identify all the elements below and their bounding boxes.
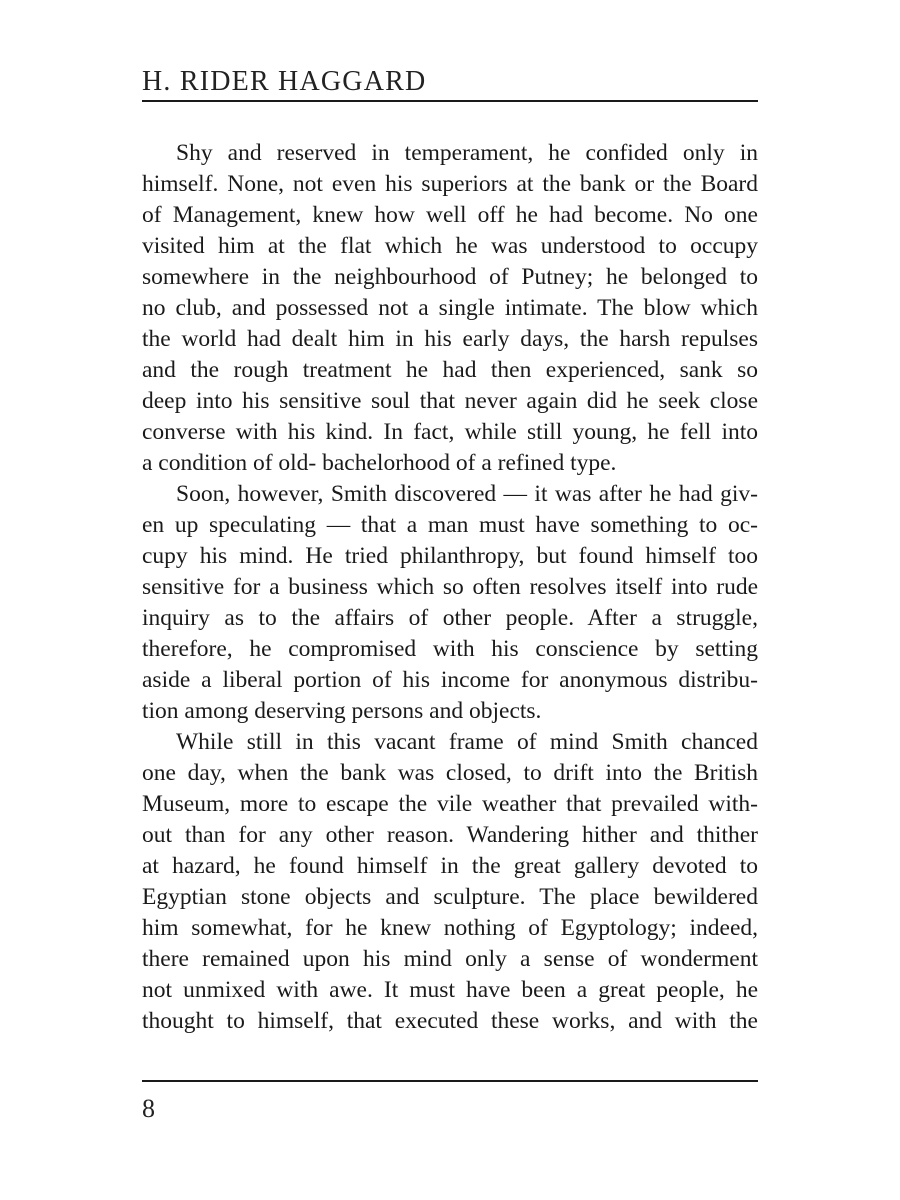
text-line: sensitive for a business which so often resolves itself into rude [142,574,758,600]
book-page [142,0,760,1200]
text-line: converse with his kind. In fact, while still young, he fell into [142,419,758,445]
text-line: While still in this vacant frame of mind Smith chanced [176,729,758,755]
text-line: out than for any other reason. Wandering hither and thither [142,822,758,848]
header-rule [142,100,758,102]
text-line: visited him at the flat which he was understood to occupy [142,233,758,259]
paragraph [142,479,758,727]
text-line: him somewhat, for he knew nothing of Egyptology; indeed, [142,915,758,941]
text-line: somewhere in the neighbourhood of Putney; he belonged to [142,264,758,290]
paragraph [142,138,758,479]
text-line: the world had dealt him in his early days, the harsh repulses [142,326,758,352]
text-line: Soon, however, Smith discovered — it was after he had giv- [176,481,758,507]
running-head: H. RIDER HAGGARD [142,66,427,97]
text-line: not unmixed with awe. It must have been a great people, he [142,977,758,1003]
text-line: aside a liberal portion of his income for anonymous distribu- [142,667,758,693]
text-line: Egyptian stone objects and sculpture. The place bewildered [142,884,758,910]
text-line: a condition of old- bachelorhood of a refined type. [142,450,617,476]
text-line: no club, and possessed not a single intimate. The blow which [142,295,758,321]
text-line: one day, when the bank was closed, to drift into the British [142,760,758,786]
text-line: Museum, more to escape the vile weather that prevailed with- [142,791,758,817]
text-line: there remained upon his mind only a sense of wonderment [142,946,758,972]
text-line: Shy and reserved in temperament, he confided only in [176,140,758,166]
text-line: cupy his mind. He tried philanthropy, but found himself too [142,543,758,569]
text-line: and the rough treatment he had then experienced, sank so [142,357,758,383]
text-line: therefore, he compromised with his conscience by setting [142,636,758,662]
text-line: at hazard, he found himself in the great gallery devoted to [142,853,758,879]
text-line: inquiry as to the affairs of other people. After a struggle, [142,605,758,631]
text-line: deep into his sensitive soul that never again did he seek close [142,388,758,414]
paragraph [142,727,758,1037]
footer-rule [142,1080,758,1082]
body-text [142,138,758,1037]
text-line: en up speculating — that a man must have something to oc- [142,512,758,538]
text-line: thought to himself, that executed these works, and with the [142,1008,758,1034]
text-line: of Management, knew how well off he had become. No one [142,202,758,228]
page-number: 8 [142,1094,155,1123]
text-line: tion among deserving persons and objects. [142,698,542,724]
text-line: himself. None, not even his superiors at the bank or the Board [142,171,758,197]
